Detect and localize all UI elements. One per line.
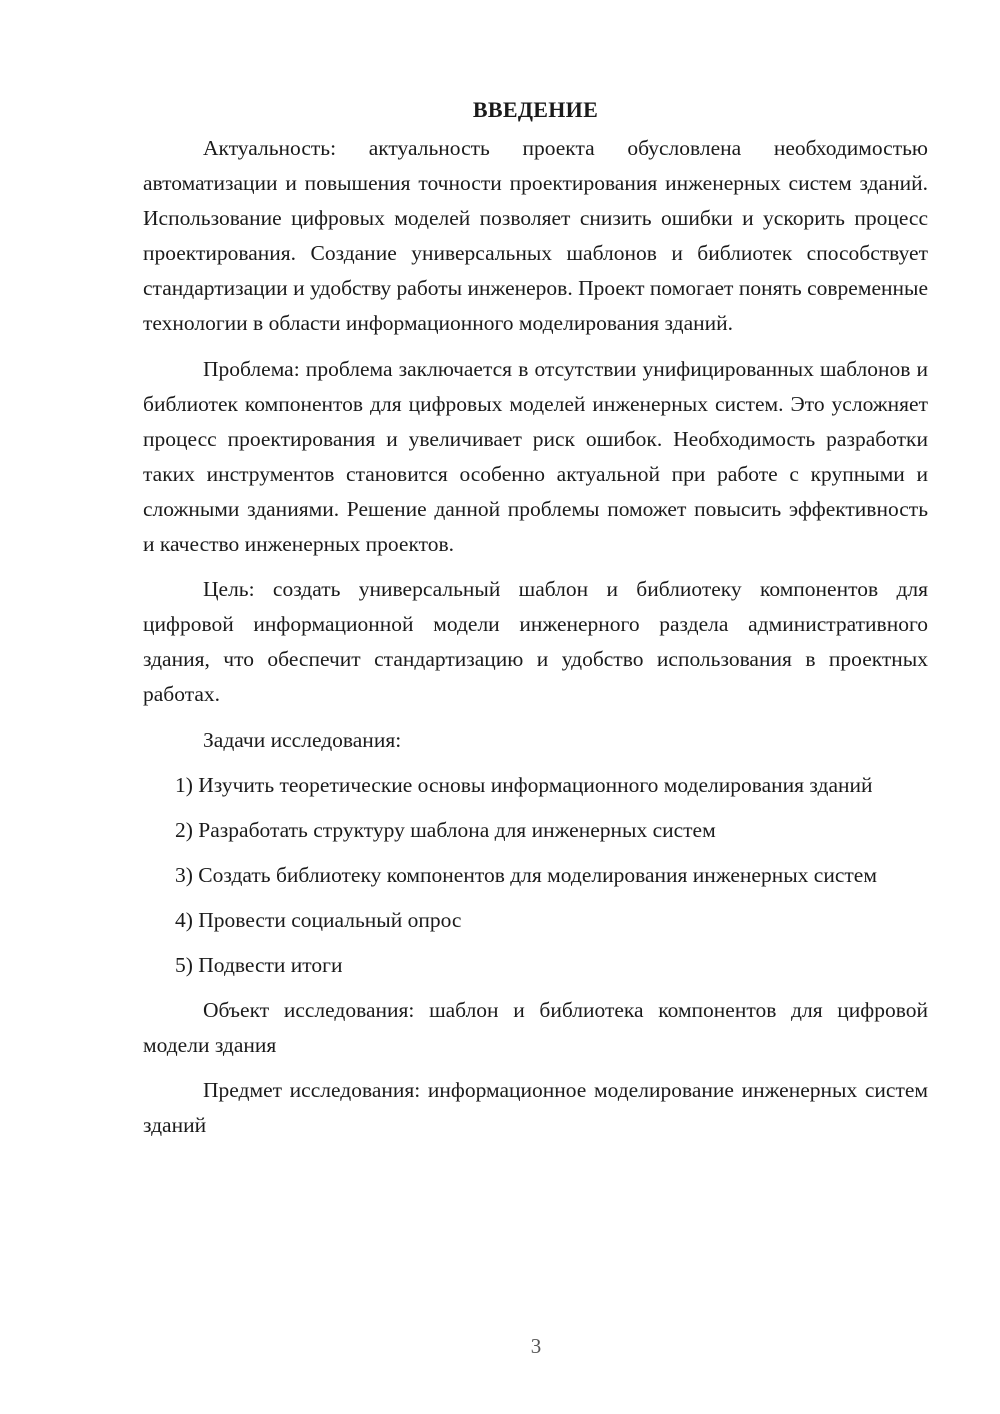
task-item-4: 4) Провести социальный опрос <box>175 907 462 932</box>
paragraph-object: Объект исследования: шаблон и библиотека компонентов для цифровой модели здания <box>143 998 928 1058</box>
section-title: ВВЕДЕНИЕ <box>472 97 599 122</box>
paragraph-goal: Цель: создать универсальный шаблон и библиотеку компонентов для цифровой информационной модели инженерного раздела административного здания, что обеспечит стандартизацию и удобство использования в проектных работах. <box>143 577 928 707</box>
tasks-heading: Задачи исследования: <box>203 727 402 752</box>
task-item-3: 3) Создать библиотеку компонентов для моделирования инженерных систем <box>175 862 877 887</box>
page-number: 3 <box>530 1334 542 1358</box>
task-item-1: 1) Изучить теоретические основы информационного моделирования зданий <box>175 772 873 797</box>
task-item-2: 2) Разработать структуру шаблона для инженерных систем <box>175 817 716 842</box>
paragraph-problem: Проблема: проблема заключается в отсутствии унифицированных шаблонов и библиотек компонентов для цифровых моделей инженерных систем. Это усложняет процесс проектирования и увеличивает риск ошибок. Необходимость разработки таких инструментов становится особенно актуальной при работе с крупными и сложными зданиями. Решение данной проблемы поможет повысить эффективность и качество инженерных проектов. <box>143 356 928 557</box>
document-page <box>143 92 928 1143</box>
paragraph-relevance: Актуальность: актуальность проекта обусловлена необходимостью автоматизации и повышения точности проектирования инженерных систем зданий. Использование цифровых моделей позволяет снизить ошибки и ускорить процесс проектирования. Создание универсальных шаблонов и библиотек способствует стандартизации и удобству работы инженеров. Проект помогает понять современные технологии в области информационного моделирования зданий. <box>143 136 928 336</box>
task-item-5: 5) Подвести итоги <box>175 952 343 977</box>
paragraph-subject: Предмет исследования: информационное моделирование инженерных систем зданий <box>143 1078 928 1138</box>
